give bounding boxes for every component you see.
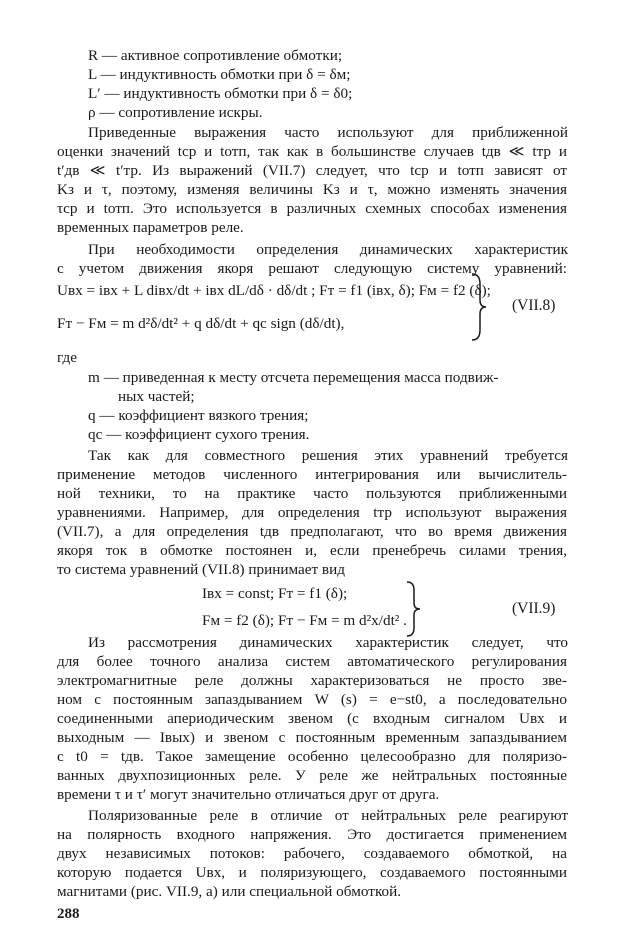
definition-m: m — приведенная к месту отсчета перемещения масса подвиж- <box>88 369 499 386</box>
right-brace-2 <box>404 580 422 638</box>
equation-vii-8-line-1: Uвх = iвх + L diвх/dt + iвх dL/dδ · dδ/dt ; Fт = f1 (iвх, δ); Fм = f2 (δ); <box>57 282 491 299</box>
definition-l: L — индуктивность обмотки при δ = δм; <box>88 66 351 83</box>
definition-rho: ρ — сопротивление искры. <box>88 104 263 121</box>
where-word: где <box>57 349 77 366</box>
definition-l-prime: L′ — индуктивность обмотки при δ = δ0; <box>88 85 353 102</box>
definition-m-continuation: ных частей; <box>118 388 195 405</box>
equation-vii-9-line-1: Iвх = const; Fт = f1 (δ); <box>202 585 348 602</box>
definition-qc: qc — коэффициент сухого трения. <box>88 426 310 443</box>
equation-number-vii-9: (VII.9) <box>512 600 556 617</box>
equation-number-vii-8: (VII.8) <box>512 297 556 314</box>
right-brace <box>468 272 488 342</box>
equation-vii-8-line-2: Fт − Fм = m d²δ/dt² + q dδ/dt + qc sign (dδ/dt), <box>57 315 345 332</box>
definition-r: R — активное сопротивление обмотки; <box>88 47 343 64</box>
equation-vii-9-line-2: Fм = f2 (δ); Fт − Fм = m d²x/dt² . <box>202 612 407 629</box>
definition-q: q — коэффициент вязкого трения; <box>88 407 309 424</box>
page-number: 288 <box>57 906 80 922</box>
book-page: R — активное сопротивление обмотки; L — индуктивность обмотки при δ = δм; L′ — индуктивность обмотки при δ = δ0; ρ — сопротивление искры. Приведенные выражения часто используют для приближенной оценки значений tср и tотп, так как в большинстве случаев tдв ≪ tтр и t′дв ≪ t′тр. Из выражений (VII.7) следует, что tср и tотп зависят от Kз и τ, поэтому, изменяя величины Kз и τ, можно изменять значения τср и tотп. Это используется в различных схемных способах изменения временных параметров реле. При необходимости определения динамических характеристик с учетом движения якоря решают следующую систему уравнений: Uвх = iвх + L diвх/dt + iвх dL/dδ · dδ/dt ; Fт = f1 (iвх, δ); Fм = f2 (δ); Fт − Fм = m d²δ/dt² + q dδ/dt + qc sign (dδ/dt), (VII.8) где m — приведенная к месту отсчета перемещения масса подвиж- ных частей; q — коэффициент вязкого трения; qc — коэффициент сухого трения. Так как для совместного решения этих уравнений требуется применение методов численного интегрирования или вычислитель- ной техники, то на практике часто пользуются приближенными уравнениями. Например, для определения tтр используют выражения (VII.7), а для определения tдв предполагают, что во время движения якоря ток в обмотке постоянен и, если пренебречь силами трения, то система уравнений (VII.8) принимает вид Iвх = const; Fт = f1 (δ); Fм = f2 (δ); Fт − Fм = m d²x/dt² . (VII.9) Из рассмотрения динамических характеристик следует, что для более точного анализа систем автоматического регулирования электромагнитные реле должны характеризоваться не просто зве- ном с постоянным запаздыванием W (s) = e−st0, а последовательно соединенными апериодическим звеном (с входным сигналом Uвх и выходным — Iвых) и звеном с постоянным временным запаздыванием с t0 = tдв. Такое замещение особенно целесообразно для поляризо- ванных двухпозиционных реле. У реле же нейтральных постоянные времени τ и τ′ могут значительно отличаться друг от друга. Поляризованные реле в отличие от нейтральных реле реагируют на полярность входного напряжения. Это достигается применением двух независимых потоков: рабочего, создаваемого обмоткой, на которую подается Uвх, и поляризующего, создаваемого постоянными магнитами (рис. VII.9, а) или специальной обмоткой. 288 <box>57 47 568 922</box>
